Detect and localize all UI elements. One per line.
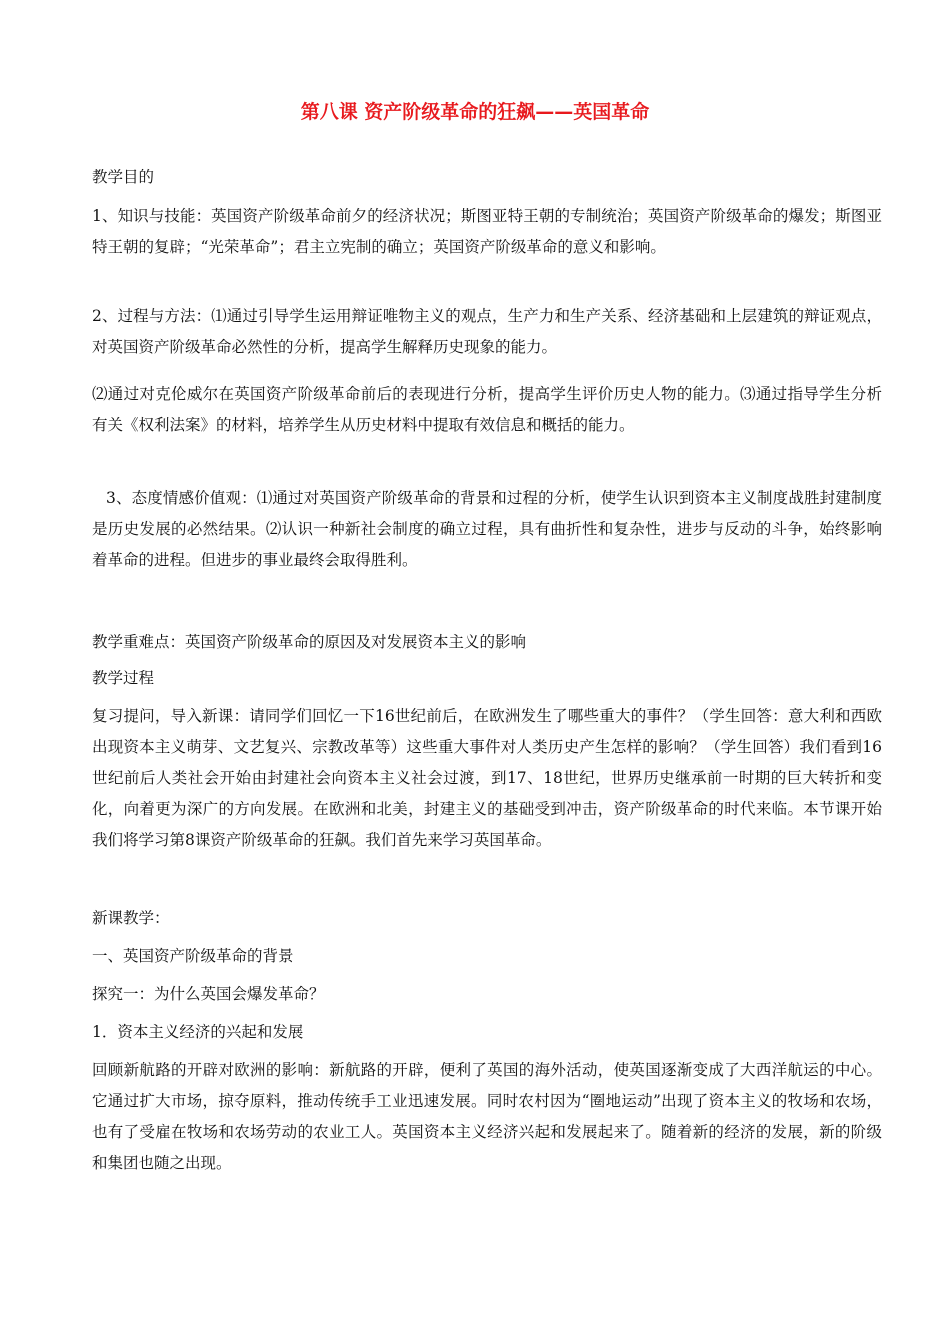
document-title: 第八课 资产阶级革命的狂飙——英国革命 [300,101,650,123]
objectives-heading: 教学目的 [92,168,155,186]
review-paragraph: 复习提问，导入新课：请同学们回忆一下16世纪前后，在欧洲发生了哪些重大的事件？（学生回答：意大利和西欧出现资本主义萌芽、文艺复兴、宗教改革等）这些重大事件对人类历史产生怎样的影响？（学生回答）我们看到16世纪前后人类社会开始由封建社会向资本主义社会过渡，到17、18世纪，世界历史继承前一时期的巨大转折和变化，向着更为深广的方向发展。在欧洲和北美，封建主义的基础受到冲击，资产阶级革命的时代来临。本节课开始我们将学习第8课资产阶级革命的狂飙。我们首先来学习英国革命。 [92,707,882,849]
process-heading: 教学过程 [92,669,155,687]
item-1-heading: 1．资本主义经济的兴起和发展 [92,1023,304,1041]
key-points: 教学重难点：英国资产阶级革命的原因及对发展资本主义的影响 [92,633,527,651]
objective-2b: ⑵通过对克伦威尔在英国资产阶级革命前后的表现进行分析，提高学生评价历史人物的能力。⑶通过指导学生分析有关《权利法案》的材料，培养学生从历史材料中提取有效信息和概括的能力。 [92,385,882,434]
item-1-text: 回顾新航路的开辟对欧洲的影响：新航路的开辟，便利了英国的海外活动，使英国逐渐变成了大西洋航运的中心。它通过扩大市场，掠夺原料，推动传统手工业迅速发展。同时农村因为“圈地运动”出现了资本主义的牧场和农场，也有了受雇在牧场和农场劳动的农业工人。英国资本主义经济兴起和发展起来了。随着新的经济的发展，新的阶级和集团也随之出现。 [92,1061,882,1172]
part-1-heading: 一、英国资产阶级革命的背景 [92,947,294,965]
objective-2: 2、过程与方法：⑴通过引导学生运用辩证唯物主义的观点，生产力和生产关系、经济基础和上层建筑的辩证观点，对英国资产阶级革命必然性的分析，提高学生解释历史现象的能力。 [92,307,882,356]
objective-1: 1、知识与技能：英国资产阶级革命前夕的经济状况；斯图亚特王朝的专制统治；英国资产阶级革命的爆发；斯图亚特王朝的复辟；“光荣革命”；君主立宪制的确立；英国资产阶级革命的意义和影响。 [92,207,882,256]
new-lesson-heading: 新课教学： [92,909,170,927]
explore-1: 探究一：为什么英国会爆发革命？ [92,985,325,1003]
objective-3: 3、态度情感价值观：⑴通过对英国资产阶级革命的背景和过程的分析，使学生认识到资本主义制度战胜封建制度是历史发展的必然结果。⑵认识一种新社会制度的确立过程，具有曲折性和复杂性，进步与反动的斗争，始终影响着革命的进程。但进步的事业最终会取得胜利。 [92,489,882,569]
